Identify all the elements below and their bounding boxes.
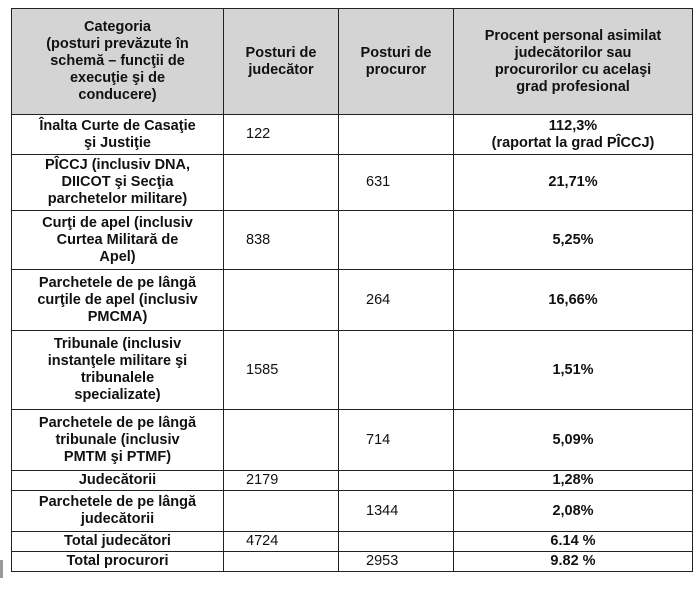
row-prosecutors (339, 471, 454, 491)
row-category (12, 331, 224, 410)
header-prosecutor-line: procuror (365, 61, 427, 78)
table-row (12, 471, 693, 491)
row-judges (224, 491, 339, 532)
category-line: Parchetele de pe lângă (38, 274, 197, 291)
table-row (12, 211, 693, 270)
category-line: curţile de apel (inclusiv (37, 291, 198, 308)
header-category-line: execuţie şi de (69, 70, 166, 86)
row-judges: 122 (224, 115, 339, 155)
percent-line: 112,3% (548, 117, 598, 134)
category-line: specializate) (74, 387, 161, 403)
row-percent (454, 115, 693, 155)
percent-line: 16,66% (548, 291, 598, 308)
row-percent (454, 331, 693, 410)
row-prosecutors (339, 331, 454, 410)
row-percent (454, 552, 693, 572)
table-row (12, 410, 693, 471)
category-line: Judecătorii (78, 472, 157, 488)
header-category-line: Categoria (84, 19, 151, 35)
edge-mark (0, 560, 3, 578)
row-judges: 4724 (224, 532, 339, 552)
row-prosecutors: 1344 (339, 491, 454, 532)
category-line: Curtea Militară de (56, 231, 179, 248)
row-prosecutors (339, 211, 454, 270)
row-percent (454, 270, 693, 331)
category-line: tribunale (inclusiv (55, 431, 180, 448)
percent-line: 6.14 % (550, 533, 596, 549)
category-line: judecătorii (80, 511, 155, 527)
table-container (11, 8, 693, 572)
posts-table (11, 8, 693, 572)
row-category (12, 410, 224, 471)
category-line: Înalta Curte de Casaţie (39, 117, 196, 134)
row-category (12, 115, 224, 155)
category-line: Total procurori (66, 553, 169, 569)
percent-line: 9.82 % (550, 553, 596, 569)
header-prosecutor-line: Posturi de (360, 44, 432, 61)
row-category (12, 491, 224, 532)
row-category (12, 552, 224, 572)
header-category (12, 9, 224, 115)
header-percent-line: judecătorilor sau (514, 44, 632, 61)
table-row (12, 155, 693, 211)
category-line: tribunalele (80, 370, 155, 386)
header-category-line: conducere) (78, 87, 157, 103)
row-prosecutors: 264 (339, 270, 454, 331)
row-prosecutors: 2953 (339, 552, 454, 572)
row-judges: 838 (224, 211, 339, 270)
category-line: Parchetele de pe lângă (38, 494, 197, 510)
header-judge-posts (224, 9, 339, 115)
table-row (12, 270, 693, 331)
header-prosecutor-posts (339, 9, 454, 115)
row-percent (454, 491, 693, 532)
row-category (12, 155, 224, 211)
row-percent (454, 532, 693, 552)
category-line: şi Justiţie (84, 134, 151, 151)
row-prosecutors: 714 (339, 410, 454, 471)
header-judge-line: Posturi de (245, 44, 317, 61)
category-line: Parchetele de pe lângă (38, 414, 197, 431)
row-judges: 1585 (224, 331, 339, 410)
table-row (12, 552, 693, 572)
row-prosecutors (339, 115, 454, 155)
percent-line: 5,09% (552, 431, 594, 448)
category-line: DIICOT şi Secţia (61, 174, 174, 190)
percent-line: 1,51% (552, 361, 594, 378)
row-percent (454, 155, 693, 211)
category-line: Apel) (99, 248, 136, 265)
category-line: PÎCCJ (inclusiv DNA, (44, 157, 191, 173)
row-category (12, 471, 224, 491)
row-judges (224, 552, 339, 572)
header-category-line: schemă – funcţii de (50, 53, 185, 69)
row-percent (454, 211, 693, 270)
row-category (12, 532, 224, 552)
category-line: Curţi de apel (inclusiv (42, 214, 193, 231)
header-percent-line: procurorilor cu acelaşi (494, 61, 652, 78)
category-line: Tribunale (inclusiv (53, 336, 182, 352)
table-row (12, 115, 693, 155)
header-percent-line: Procent personal asimilat (484, 27, 662, 44)
header-percent (454, 9, 693, 115)
table-row (12, 532, 693, 552)
category-line: Total judecători (64, 533, 171, 549)
row-percent (454, 471, 693, 491)
row-judges (224, 270, 339, 331)
header-percent-line: grad profesional (516, 78, 630, 95)
percent-line: 21,71% (548, 174, 598, 190)
percent-line: 5,25% (552, 231, 594, 248)
row-judges (224, 155, 339, 211)
category-line: PMTM şi PTMF) (63, 448, 172, 465)
header-judge-line: judecător (248, 61, 314, 78)
row-percent (454, 410, 693, 471)
header-category-line: (posturi prevăzute în (46, 36, 189, 52)
row-prosecutors: 631 (339, 155, 454, 211)
category-line: instanţele militare şi (47, 353, 188, 369)
row-judges: 2179 (224, 471, 339, 491)
category-line: PMCMA) (87, 308, 148, 325)
table-row (12, 491, 693, 532)
row-judges (224, 410, 339, 471)
percent-line: 1,28% (552, 472, 594, 488)
header-row (12, 9, 693, 115)
percent-line: 2,08% (552, 502, 594, 519)
category-line: parchetelor militare) (47, 191, 188, 207)
row-category (12, 270, 224, 331)
percent-line: (raportat la grad PÎCCJ) (491, 134, 655, 151)
row-prosecutors (339, 532, 454, 552)
table-row (12, 331, 693, 410)
row-category (12, 211, 224, 270)
